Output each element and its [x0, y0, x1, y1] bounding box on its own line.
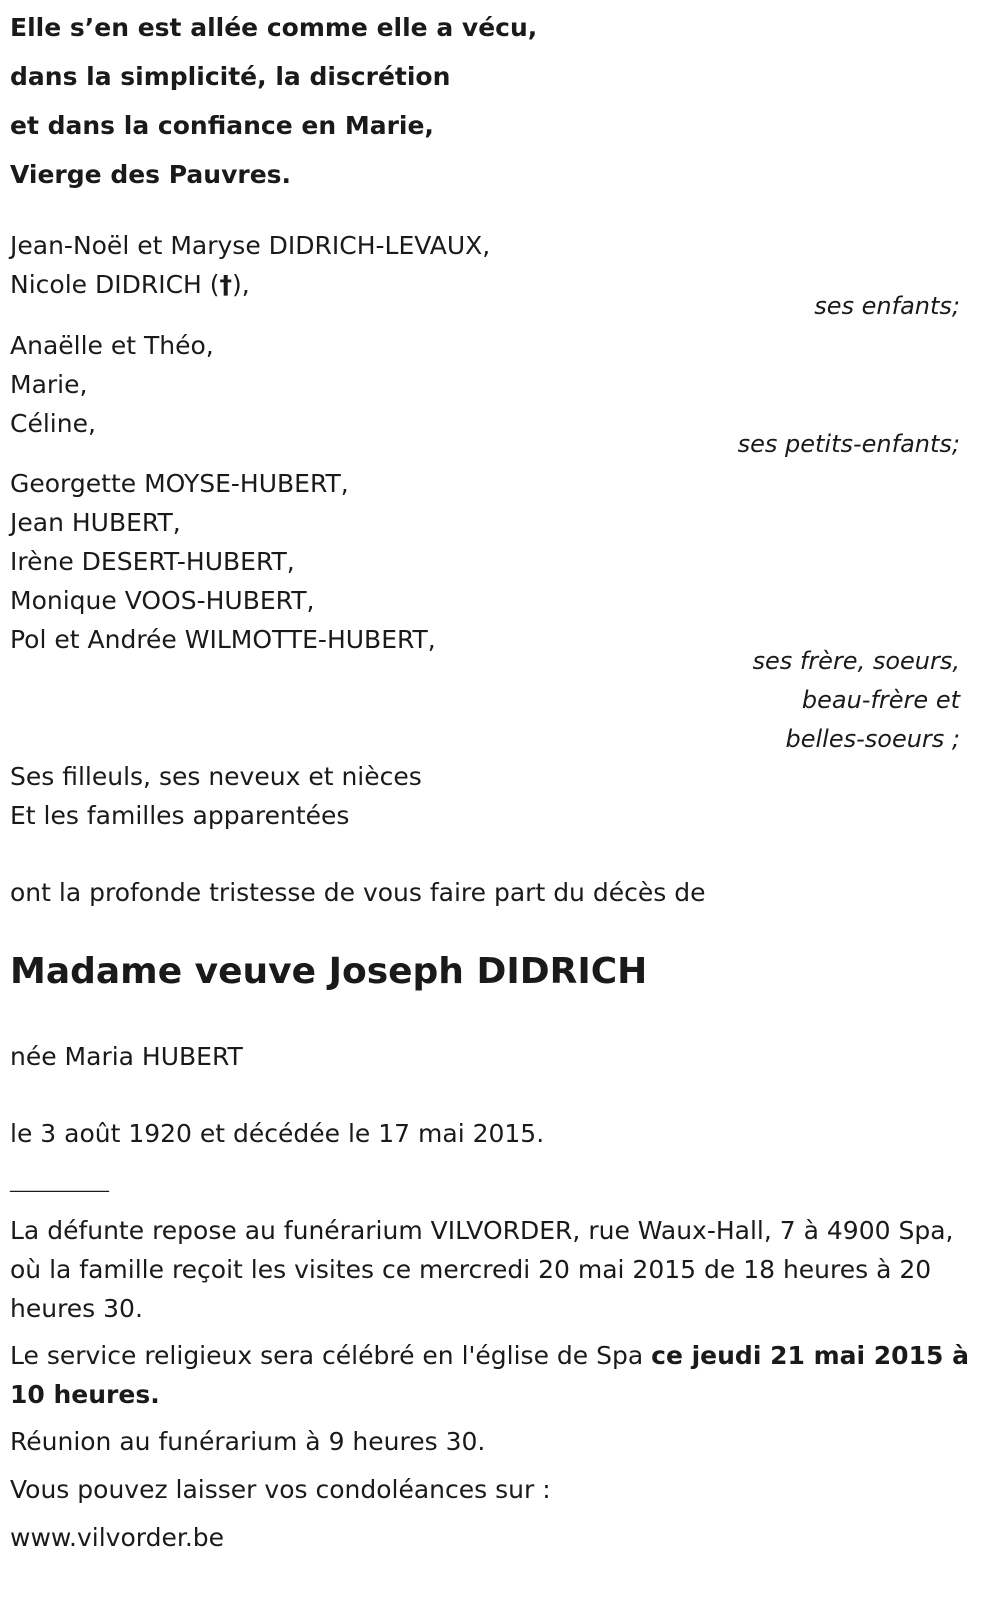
- website-link[interactable]: www.vilvorder.be: [10, 1523, 225, 1552]
- children-role: ses enfants;: [814, 292, 960, 320]
- siblings-names: [10, 464, 436, 659]
- opening-verse: [10, 3, 537, 199]
- role-line: beau-frère et: [801, 686, 960, 714]
- family-name: Anaëlle et Théo,: [10, 331, 214, 360]
- family-name: Irène DESERT-HUBERT,: [10, 547, 295, 576]
- verse-line: dans la simplicité, la discrétion: [10, 62, 451, 91]
- role-line: belles-soeurs ;: [785, 725, 960, 753]
- family-name: Pol et Andrée WILMOTTE-HUBERT,: [10, 625, 436, 654]
- service-date: ce jeudi 21 mai 2015 à 10 heures.: [10, 1341, 969, 1409]
- grandchildren-names: [10, 326, 214, 443]
- condolences-info: Vous pouvez laisser vos condoléances sur :: [10, 1475, 551, 1504]
- verse-line: Vierge des Pauvres.: [10, 160, 292, 189]
- role-line: ses frère, soeurs,: [752, 647, 960, 675]
- deceased-name: Madame veuve Joseph DIDRICH: [10, 951, 648, 992]
- announcement: ont la profonde tristesse de vous faire part du décès de: [10, 878, 706, 907]
- verse-line: et dans la confiance en Marie,: [10, 111, 434, 140]
- family-name: Jean-Noël et Maryse DIDRICH-LEVAUX,: [10, 231, 491, 260]
- cross-icon: †: [219, 270, 233, 299]
- other-relatives: [10, 757, 422, 835]
- family-name: Nicole DIDRICH (†),: [10, 270, 250, 299]
- siblings-role: [752, 642, 960, 759]
- family-name: Et les familles apparentées: [10, 801, 350, 830]
- dates: le 3 août 1920 et décédée le 17 mai 2015.: [10, 1119, 545, 1148]
- family-name: Jean HUBERT,: [10, 508, 181, 537]
- meeting-info: Réunion au funérarium à 9 heures 30.: [10, 1427, 486, 1456]
- service-info: Le service religieux sera célébré en l'église de Spa ce jeudi 21 mai 2015 à 10 heures.: [10, 1341, 969, 1409]
- family-name: Ses filleuls, ses neveux et nièces: [10, 762, 422, 791]
- grandchildren-role: ses petits-enfants;: [737, 430, 960, 458]
- family-name: Céline,: [10, 409, 96, 438]
- separator: ___________: [10, 1172, 109, 1193]
- children-names: [10, 226, 490, 304]
- birth-name: née Maria HUBERT: [10, 1042, 243, 1071]
- family-name: Georgette MOYSE-HUBERT,: [10, 469, 349, 498]
- repose-info: La défunte repose au funérarium VILVORDER, rue Waux-Hall, 7 à 4900 Spa, où la famille reçoit les visites ce mercredi 20 mai 2015 de 18 heures à 20 heures 30.: [10, 1216, 954, 1323]
- family-name: Marie,: [10, 370, 88, 399]
- verse-line: Elle s’en est allée comme elle a vécu,: [10, 13, 538, 42]
- family-name: Monique VOOS-HUBERT,: [10, 586, 315, 615]
